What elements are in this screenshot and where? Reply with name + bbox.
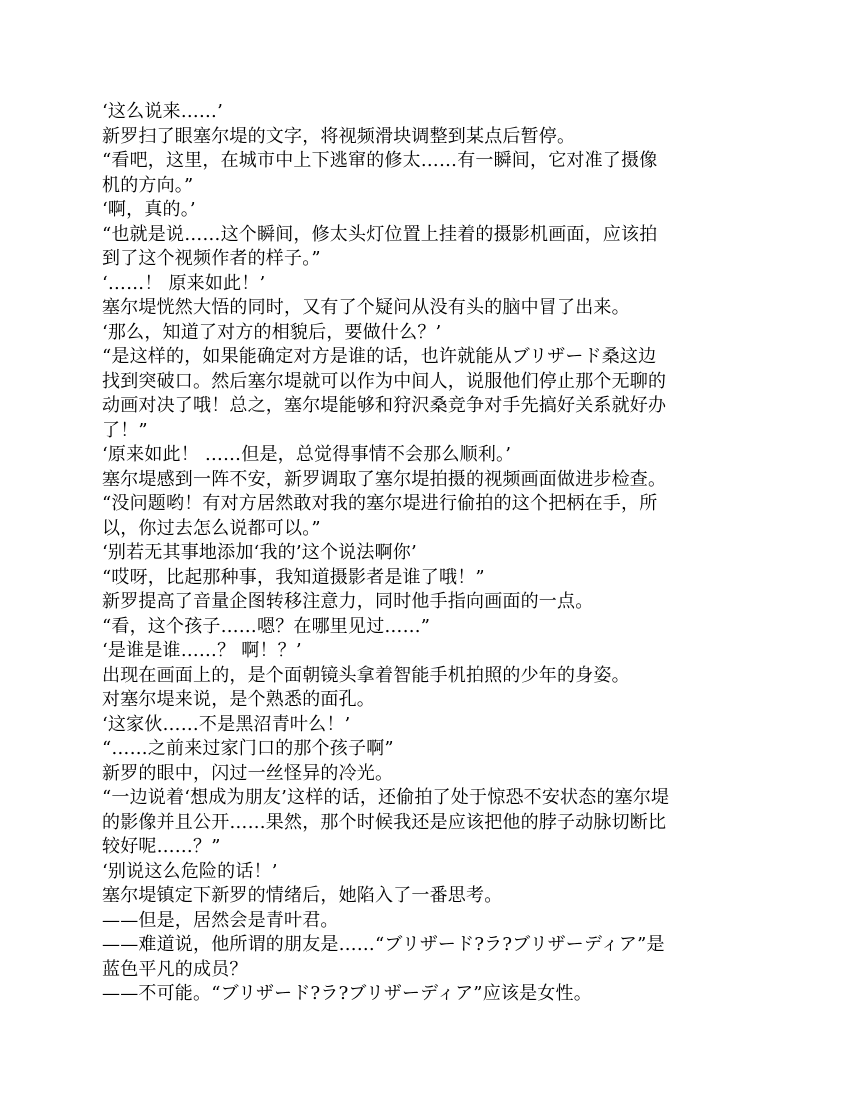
text-line: “看，这个孩子……嗯？在哪里见过……” xyxy=(102,615,431,637)
text-line: ‘原来如此！ ……但是，总觉得事情不会那么顺利。’ xyxy=(102,444,512,465)
text-line: ‘这么说来……’ xyxy=(102,101,224,122)
text-line: 出现在画面上的，是个面朝镜头拿着智能手机拍照的少年的身姿。 xyxy=(102,664,630,686)
text-line: ——难道说，他所谓的朋友是……“ブリザード?ラ?ブリザーディア”是 xyxy=(102,934,665,955)
text-line: “一边说着‘想成为朋友’这样的话，还偷拍了处于惊恐不安状态的塞尔堤 xyxy=(102,787,670,808)
text-line: 找到突破口。然后塞尔堤就可以作为中间人，说服他们停止那个无聊的 xyxy=(102,370,667,392)
text-line: 新罗扫了眼塞尔堤的文字，将视频滑块调整到某点后暂停。 xyxy=(102,125,576,147)
text-line: ——不可能。“ブリザード?ラ?ブリザーディア”应该是女性。 xyxy=(102,983,592,1004)
text-line: 以，你过去怎么说都可以。” xyxy=(102,517,321,539)
text-line: 塞尔堤感到一阵不安，新罗调取了塞尔堤拍摄的视频画面做进步检查。 xyxy=(102,468,667,490)
text-line: 的影像并且公开……果然，那个时候我还是应该把他的脖子动脉切断比 xyxy=(102,811,667,833)
text-line: 塞尔堤镇定下新罗的情绪后，她陷入了一番思考。 xyxy=(102,885,503,906)
text-line: ‘别若无其事地添加‘我的’这个说法啊你’ xyxy=(102,542,417,563)
text-line: ‘啊，真的。’ xyxy=(102,199,196,220)
text-line: 蓝色平凡的成员？ xyxy=(102,958,248,980)
text-line: ‘那么，知道了对方的相貌后，要做什么？’ xyxy=(102,321,442,343)
text-line: “也就是说……这个瞬间，修太头灯位置上挂着的摄影机画面，应该拍 xyxy=(102,223,658,245)
text-line: “没问题哟！有对方居然敢对我的塞尔堤进行偷拍的这个把柄在手，所 xyxy=(102,493,658,514)
text-line: 较好呢……？” xyxy=(102,836,221,857)
text-line: 新罗提高了音量企图转移注意力，同时他手指向画面的一点。 xyxy=(102,591,594,612)
text-line: “是这样的，如果能确定对方是谁的话，也许就能从ブリザード桑这边 xyxy=(102,346,657,367)
text-line: ‘……！ 原来如此！’ xyxy=(102,272,266,294)
text-line: “哎呀，比起那种事，我知道摄影者是谁了哦！” xyxy=(102,566,485,588)
document-body xyxy=(102,100,752,1007)
text-line: ‘这家伙……不是黑沼青叶么！’ xyxy=(102,713,351,735)
text-line: 动画对决了哦！总之，塞尔堤能够和狩沢桑竞争对手先搞好关系就好办 xyxy=(102,395,667,416)
text-line: 塞尔堤恍然大悟的同时，又有了个疑问从没有头的脑中冒了出来。 xyxy=(102,297,630,318)
text-line: “……之前来过家门口的那个孩子啊” xyxy=(102,738,394,759)
text-line: ‘别说这么危险的话！’ xyxy=(102,860,278,882)
text-line: “看吧，这里，在城市中上下逃窜的修太……有一瞬间，它对准了摄像 xyxy=(102,150,658,171)
text-line: ——但是，居然会是青叶君。 xyxy=(102,909,339,931)
text-line: 对塞尔堤来说，是个熟悉的面孔。 xyxy=(102,689,375,710)
text-line: 机的方向。” xyxy=(102,174,194,196)
text-line: 到了这个视频作者的样子。” xyxy=(102,248,321,269)
text-line: ‘是谁是谁……？ 啊！？’ xyxy=(102,640,302,661)
text-line: 新罗的眼中，闪过一丝怪异的冷光。 xyxy=(102,762,394,784)
text-line: 了！” xyxy=(102,419,148,441)
